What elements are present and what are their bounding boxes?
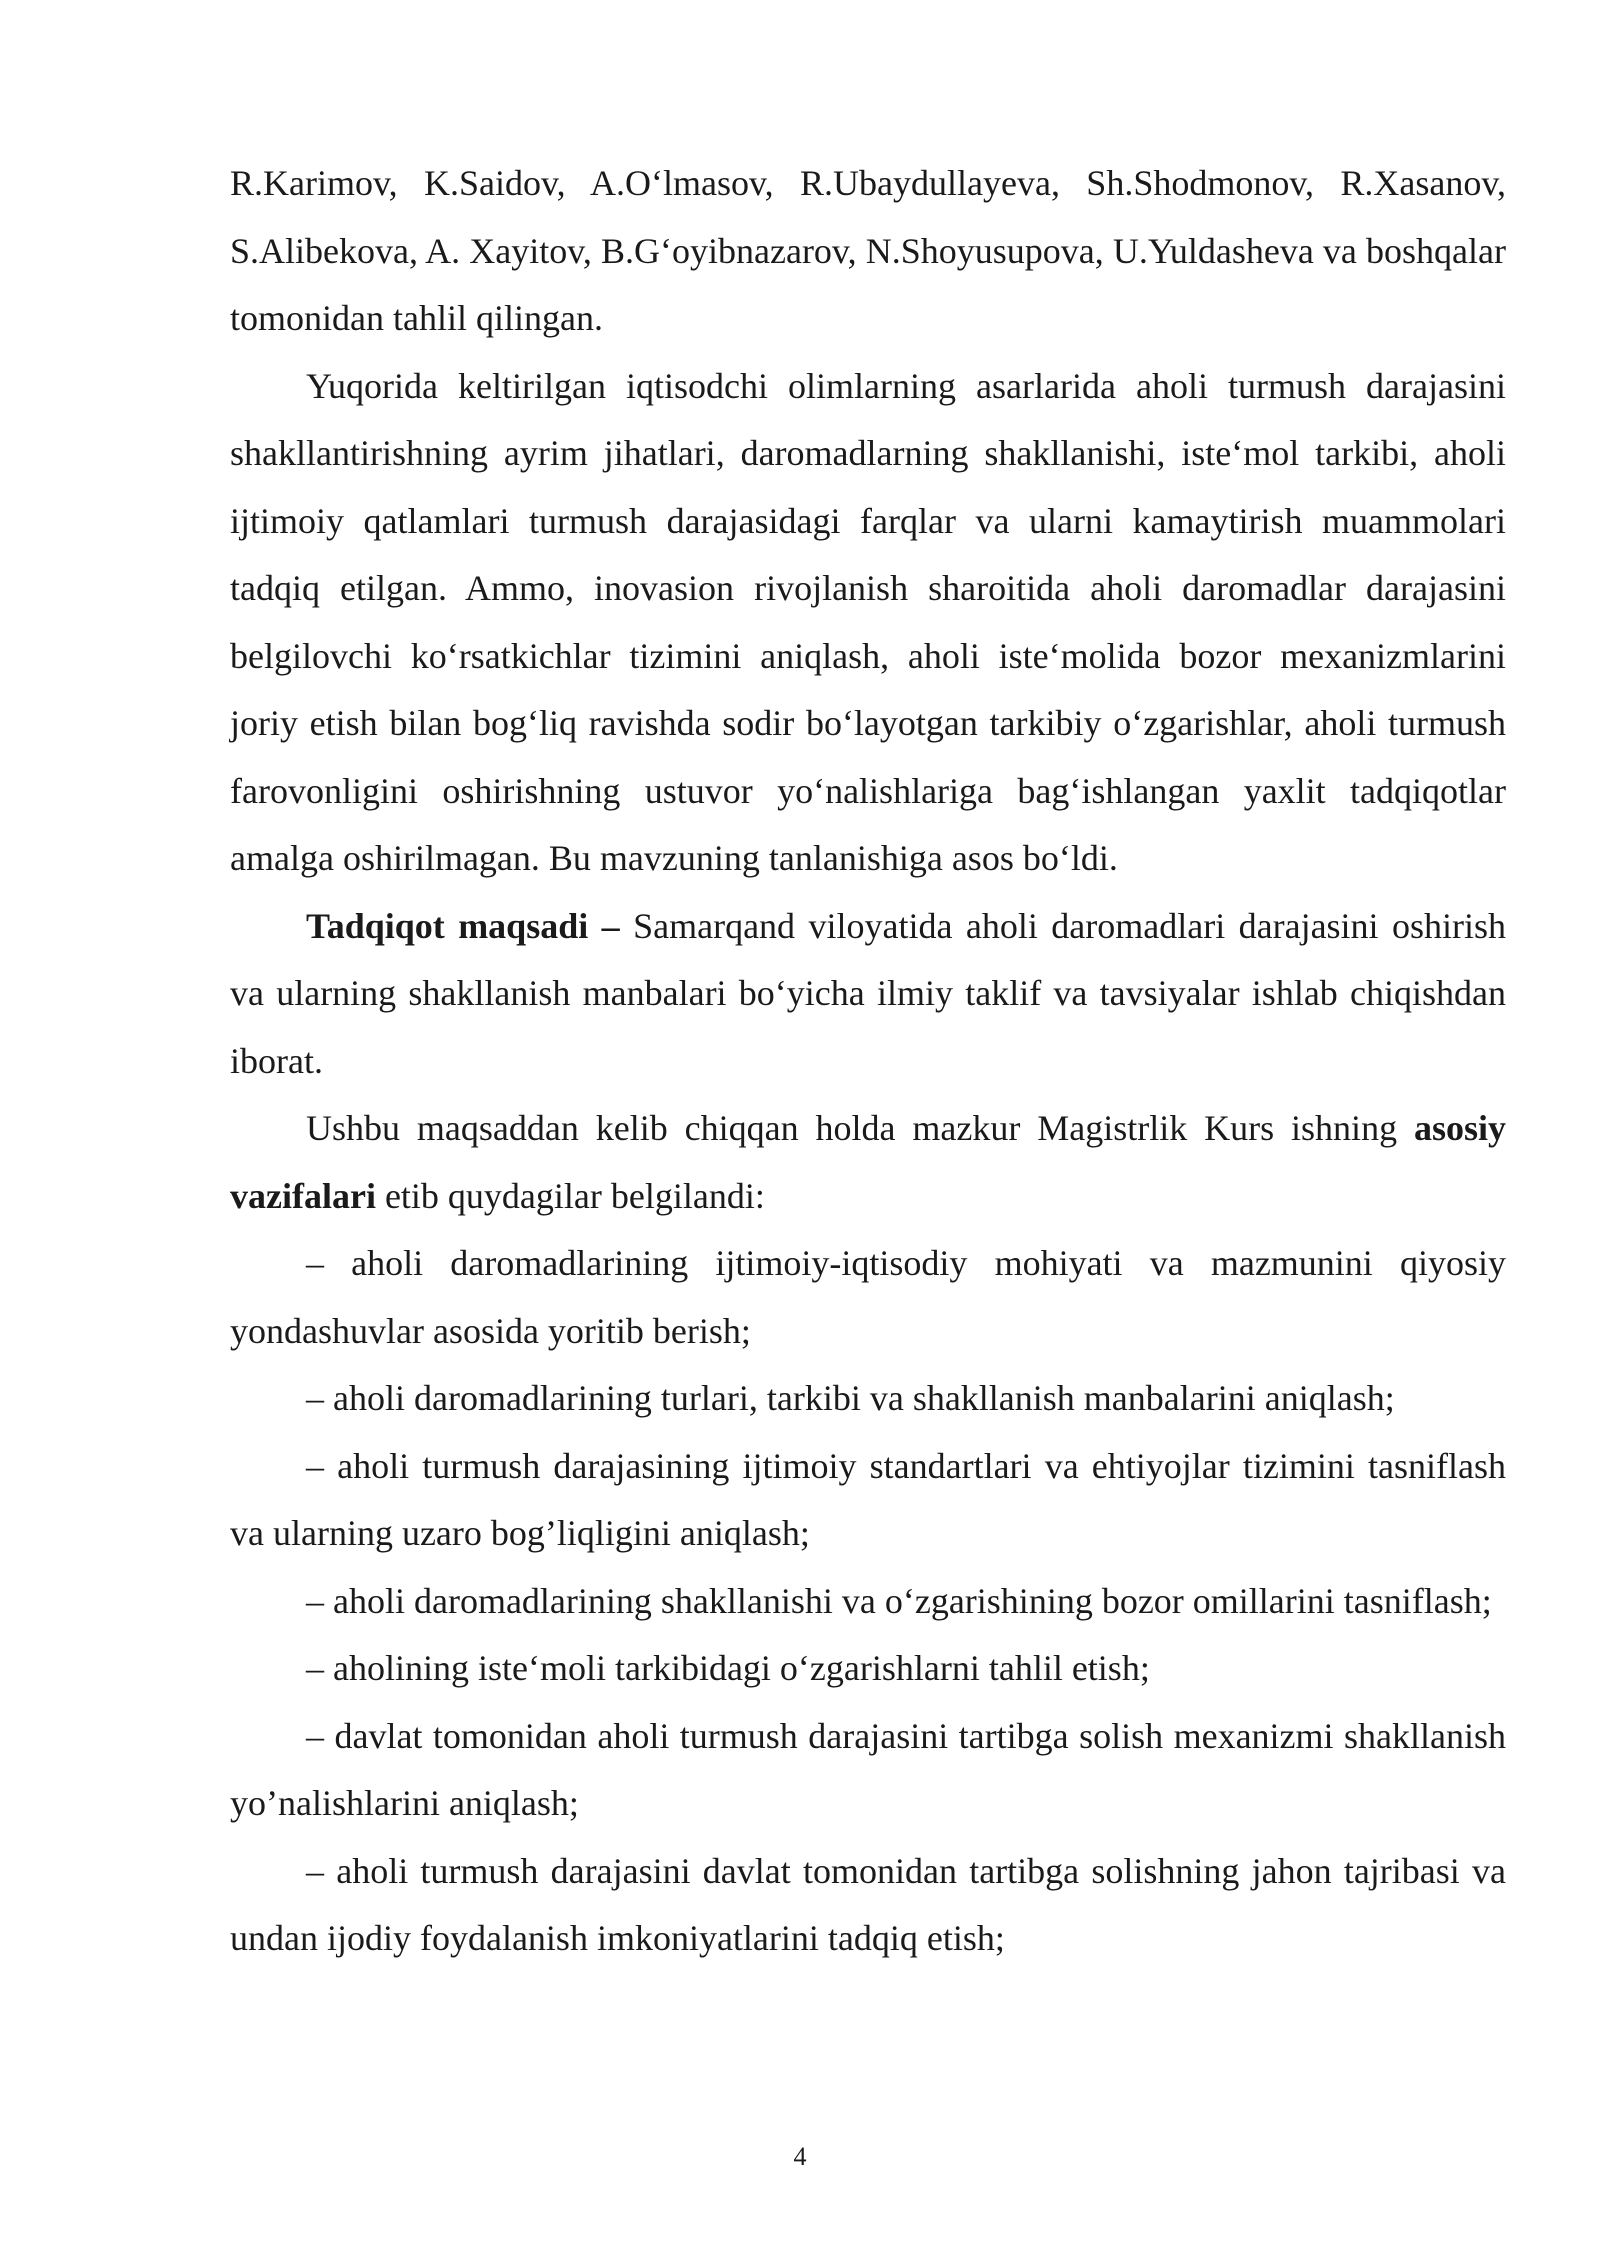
- research-goal-label: Tadqiqot maqsadi –: [306, 905, 620, 946]
- task-item: – aholi turmush darajasining ijtimoiy standartlari va ehtiyojlar tizimini tasniflash va ularning uzaro bog’liqligini aniqlash;: [230, 1445, 1506, 1553]
- authors-paragraph: R.Karimov, K.Saidov, A.O‘lmasov, R.Ubaydullayeva, Sh.Shodmonov, R.Xasanov, S.Alibekova, A. Xayitov, B.G‘oyibnazarov, N.Shoyusupova, U.Yuldasheva va boshqalar tomonidan tahlil qilingan.: [230, 163, 1506, 338]
- tasks-label: asosiy vazifalari: [230, 1108, 1506, 1216]
- literature-review-paragraph: Yuqorida keltirilgan iqtisodchi olimlarning asarlarida aholi turmush darajasini shakllantirishning ayrim jihatlari, daromadlarning shakllanishi, iste‘mol tarkibi, aholi ijtimoiy qatlamlari turmush darajasidagi farqlar va ularni kamaytirish muammolari tadqiq etilgan. Ammo, inovasion rivojlanish sharoitida aholi daromadlar darajasini belgilovchi ko‘rsatkichlar tizimini aniqlash, aholi iste‘molida bozor mexanizmlarini joriy etish bilan bog‘liq ravishda sodir bo‘layotgan tarkibiy o‘zgarishlar, aholi turmush farovonligini oshirishning ustuvor yo‘nalishlariga bag‘ishlangan yaxlit tadqiqotlar amalga oshirilmagan. Bu mavzuning tanlanishiga asos bo‘ldi.: [230, 365, 1506, 878]
- research-goal-text: Samarqand viloyatida aholi daromadlari darajasini oshirish va ularning shakllanish manbalari bo‘yicha ilmiy taklif va tavsiyalar ishlab chiqishdan iborat.: [230, 905, 1507, 1081]
- task-item: – aholi daromadlarining turlari, tarkibi va shakllanish manbalarini aniqlash;: [306, 1378, 1395, 1418]
- task-item: – aholi daromadlarining ijtimoiy-iqtisodiy mohiyati va mazmunini qiyosiy yondashuvlar asosida yoritib berish;: [230, 1243, 1506, 1351]
- task-item: – aholining iste‘moli tarkibidagi o‘zgarishlarni tahlil etish;: [306, 1648, 1150, 1688]
- task-item: – aholi daromadlarining shakllanishi va o‘zgarishining bozor omillarini tasniflash;: [306, 1580, 1492, 1621]
- tasks-intro-end: etib quydagilar belgilandi:: [375, 1175, 765, 1216]
- tasks-intro-text: Ushbu maqsaddan kelib chiqqan holda mazkur Magistrlik Kurs ishning: [306, 1108, 1414, 1148]
- tasks-intro-paragraph: [230, 1095, 1506, 1230]
- document-page: [230, 150, 1506, 1973]
- research-goal-paragraph: [230, 893, 1506, 1096]
- task-item: – aholi turmush darajasini davlat tomonidan tartibga solishning jahon tajribasi va undan ijodiy foydalanish imkoniyatlarini tadqiq etish;: [230, 1850, 1506, 1958]
- task-item: – davlat tomonidan aholi turmush darajasini tartibga solish mexanizmi shakllanish yo’nalishlarini aniqlash;: [230, 1715, 1506, 1823]
- page-number: 4: [793, 2142, 807, 2171]
